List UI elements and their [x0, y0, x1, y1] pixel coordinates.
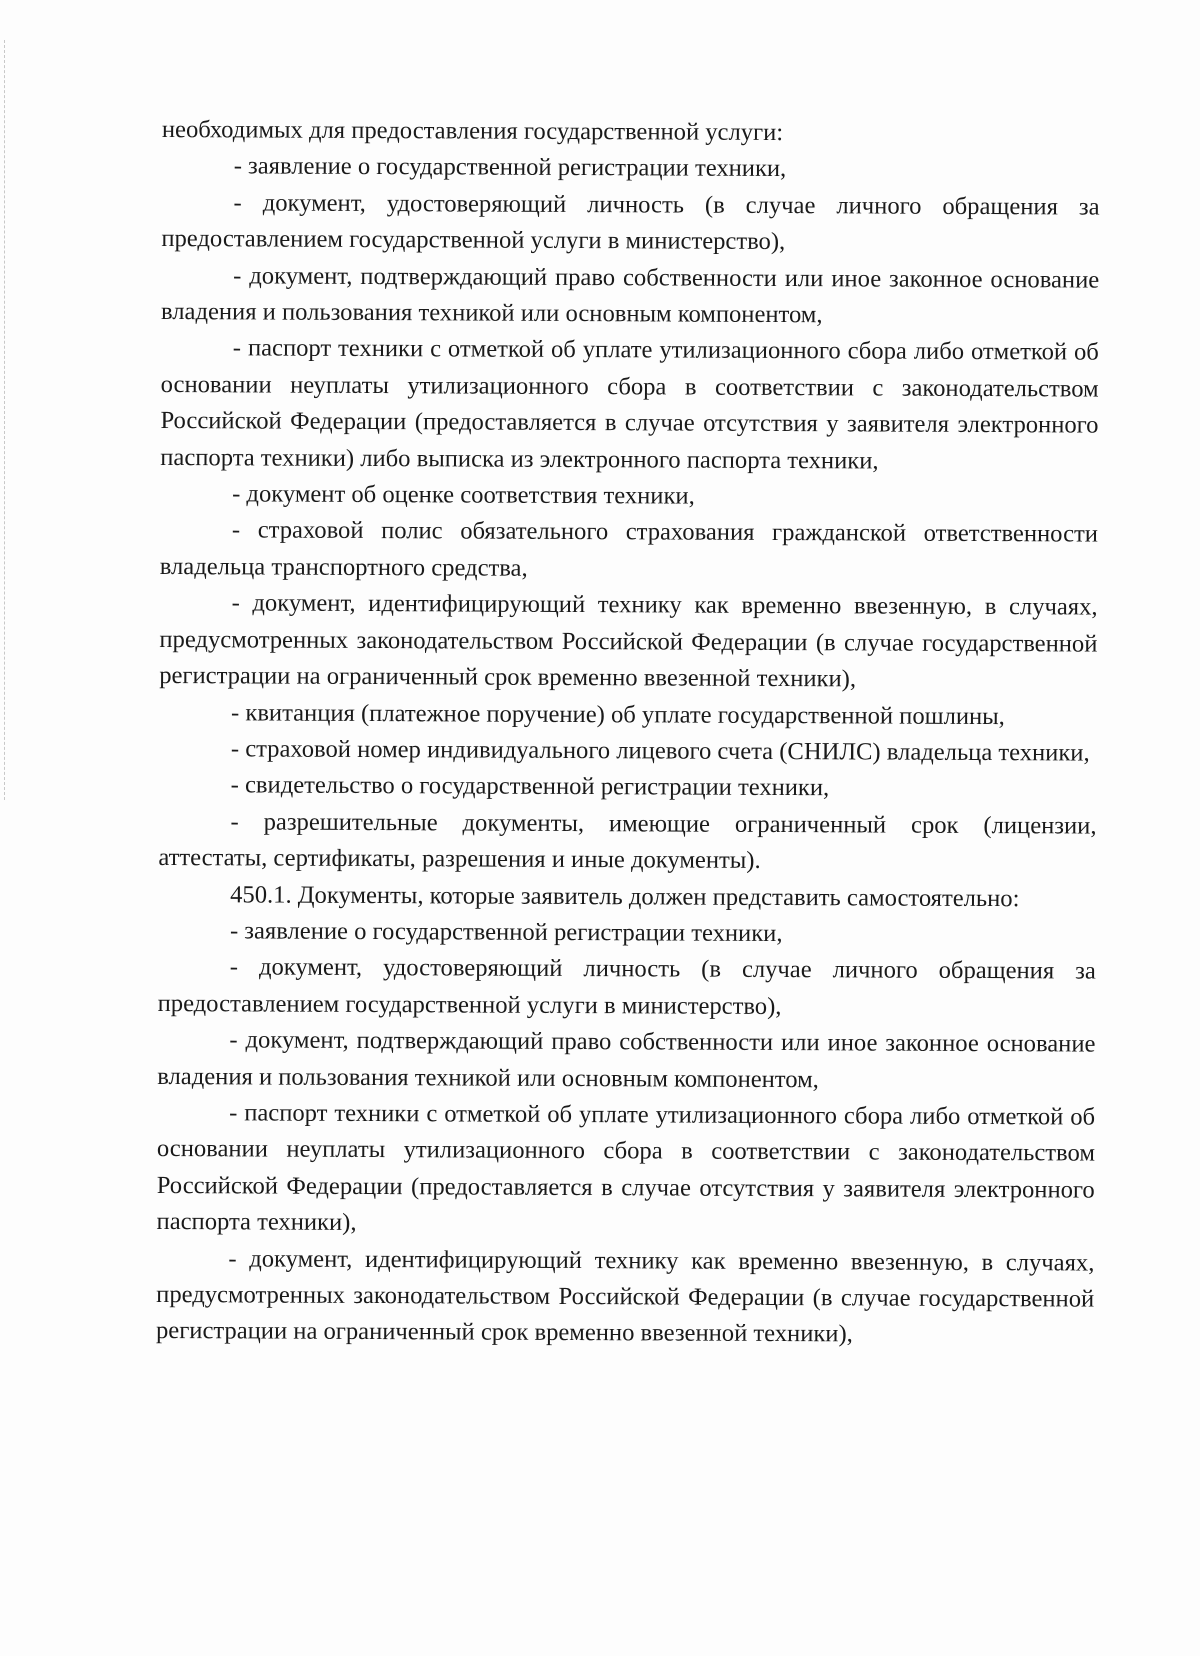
list-item-temporary-import-document: - документ, идентифицирующий технику как временно ввезенную, в случаях, предусмотренных законодательством Российской Федерации (в случае государственной регистрации на ограниченный срок временно ввезенной техники),: [159, 589, 1098, 693]
clause-450-1: 450.1. Документы, которые заявитель должен представить самостоятельно:: [230, 880, 1020, 912]
list-item-application: - заявление о государственной регистрации техники,: [233, 152, 787, 183]
document-body: [156, 112, 1100, 1354]
list-item-machinery-passport: - паспорт техники с отметкой об уплате утилизационного сбора либо отметкой об основании неуплаты утилизационного сбора в соответствии с законодательством Российской Федерации (предоставляется в случае отсутствия у заявителя электронного паспорта техники) либо выписка из электронного паспорта техники,: [160, 334, 1099, 475]
list-item-registration-certificate: - свидетельство о государственной регистрации техники,: [230, 771, 830, 802]
list-item-snils: - страховой номер индивидуального лицевого счета (СНИЛС) владельца техники,: [230, 735, 1090, 767]
list-item-identity-document: - документ, удостоверяющий личность (в случае личного обращения за предоставлением государственной услуги в министерство),: [161, 189, 1100, 256]
list-item-temporary-import-document: - документ, идентифицирующий технику как временно ввезенную, в случаях, предусмотренных законодательством Российской Федерации (в случае государственной регистрации на ограниченный срок временно ввезенной техники),: [155, 1244, 1095, 1348]
list-item-conformity-document: - документ об оценке соответствия техники,: [232, 480, 695, 510]
list-item-insurance-policy: - страховой полис обязательного страхования гражданской ответственности владельца транспортного средства,: [159, 516, 1099, 582]
paragraph-continuation: необходимых для предоставления государственной услуги:: [161, 115, 784, 147]
list-item-fee-receipt: - квитанция (платежное поручение) об уплате государственной пошлины,: [231, 698, 1005, 730]
list-item-ownership-document: - документ, подтверждающий право собственности или иное законное основание владения и пользования техникой или основным компонентом,: [160, 261, 1100, 329]
list-item-ownership-document: - документ, подтверждающий право собственности или иное законное основание владения и пользования техникой или основным компонентом,: [157, 1026, 1096, 1093]
list-item-machinery-passport: - паспорт техники с отметкой об уплате утилизационного сбора либо отметкой об основании неуплаты утилизационного сбора в соответствии с законодательством Российской Федерации (предоставляется в случае отсутствия у заявителя электронного паспорта техники),: [156, 1099, 1096, 1237]
list-item-application: - заявление о государственной регистрации техники,: [229, 917, 783, 947]
list-item-identity-document: - документ, удостоверяющий личность (в случае личного обращения за предоставлением государственной услуги в министерство),: [157, 953, 1096, 1020]
scan-edge-artifact: [4, 40, 6, 800]
list-item-permits: - разрешительные документы, имеющие ограниченный срок (лицензии, аттестаты, сертификаты, разрешения и иные документы).: [158, 808, 1097, 875]
